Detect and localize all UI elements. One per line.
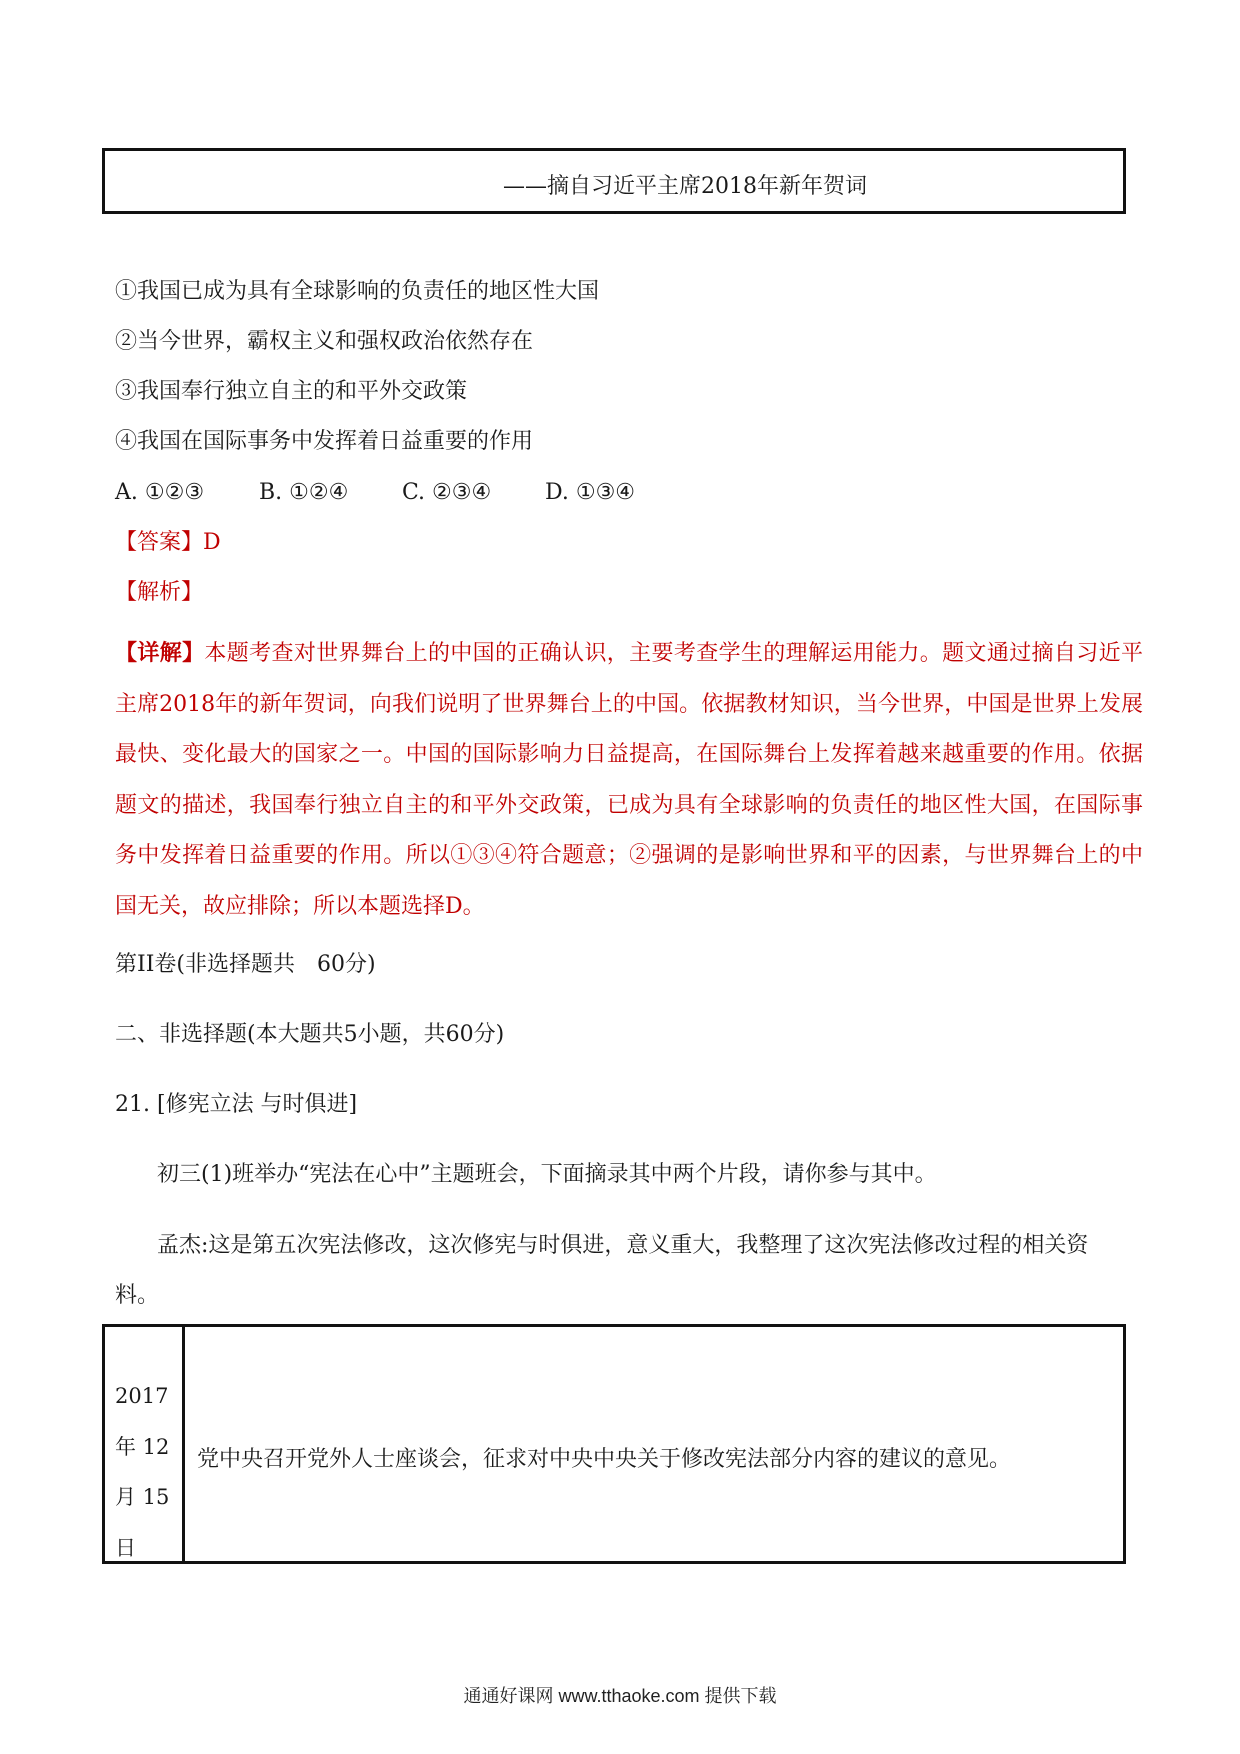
choice-b: B. ①②④ (259, 480, 349, 505)
speaker-line-2: 料。 (115, 1283, 160, 1308)
choice-c: C. ②③④ (402, 480, 492, 505)
choice-a: A. ①②③ (115, 480, 205, 505)
date-line: 日 (115, 1535, 136, 1560)
speaker-line-1: 孟杰:这是第五次宪法修改，这次修宪与时俱进，意义重大，我整理了这次宪法修改过程的相关资 (157, 1233, 1089, 1258)
volume-title: 第II卷(非选择题共 60分) (115, 952, 376, 977)
date-line: 月 15 (115, 1485, 170, 1509)
event-cell (185, 1327, 1123, 1561)
choices-row (115, 482, 635, 504)
quote-source: ——摘自习近平主席2018年新年贺词 (503, 174, 867, 199)
part-title: 二、非选择题(本大题共5小题，共60分) (115, 1022, 505, 1047)
footer-credit: 通通好课网 www.tthaoke.com 提供下载 (463, 1686, 777, 1706)
choice-d: D. ①③④ (545, 480, 636, 505)
analysis-detail (115, 628, 1143, 932)
date-line: 2017 (115, 1384, 169, 1408)
answer-label: 【答案】 (115, 530, 204, 555)
date-cell (105, 1327, 185, 1561)
statement-2: ②当今世界，霸权主义和强权政治依然存在 (115, 329, 534, 354)
detail-label: 【详解】 (115, 640, 205, 666)
statement-3: ③我国奉行独立自主的和平外交政策 (115, 379, 468, 404)
answer-value: D (203, 530, 221, 555)
question-21-intro: 初三(1)班举办“宪法在心中”主题班会，下面摘录其中两个片段，请你参与其中。 (157, 1162, 937, 1187)
answer-line (115, 532, 221, 554)
analysis-header: 【解析】 (115, 580, 204, 605)
quote-box (102, 148, 1126, 214)
statement-1: ①我国已成为具有全球影响的负责任的地区性大国 (115, 279, 600, 304)
event-text: 党中央召开党外人士座谈会，征求对中央中央关于修改宪法部分内容的建议的意见。 (197, 1447, 1012, 1472)
date-line: 年 12 (115, 1434, 170, 1459)
question-21-title: 21. [修宪立法 与时俱进] (115, 1092, 358, 1117)
statement-4: ④我国在国际事务中发挥着日益重要的作用 (115, 429, 534, 454)
process-table (102, 1324, 1126, 1564)
detail-text: 本题考查对世界舞台上的中国的正确认识，主要考查学生的理解运用能力。题文通过摘自习近平主席2018年的新年贺词，向我们说明了世界舞台上的中国。依据教材知识，当今世界，中国是世界上发展最快、变化最大的国家之一。中国的国际影响力日益提高，在国际舞台上发挥着越来越重要的作用。依据题文的描述，我国奉行独立自主的和平外交政策，已成为具有全球影响的负责任的地区性大国，在国际事务中发挥着日益重要的作用。所以①③④符合题意；②强调的是影响世界和平的因素，与世界舞台上的中国无关，故应排除；所以本题选择D。 (115, 641, 1143, 919)
